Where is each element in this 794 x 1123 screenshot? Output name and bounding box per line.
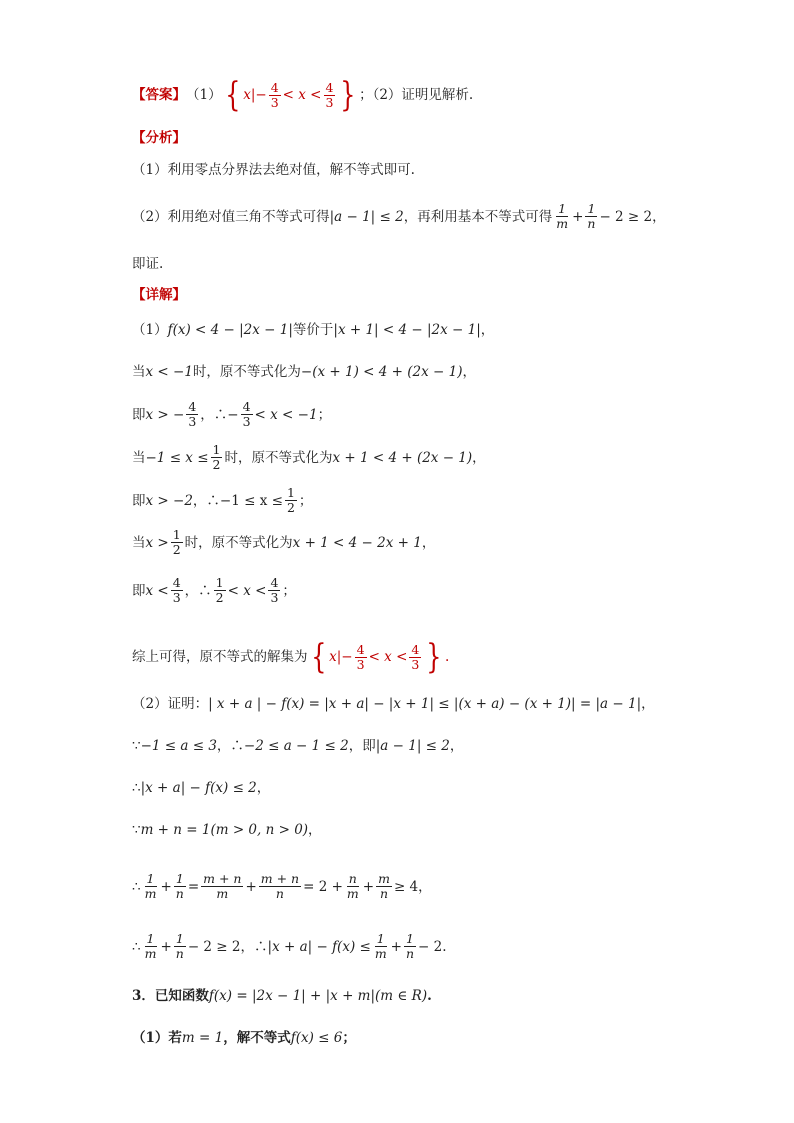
brace-open: { [310, 637, 326, 677]
frac-num: 4 [172, 575, 181, 590]
frac-den: n [175, 886, 184, 901]
math: f(x) = |2x − 1| + |x + m|(m ∈ R) [208, 988, 428, 1004]
math: x + 1 < 4 + (2x − 1) [332, 449, 473, 466]
math: |a − 1| ≤ 2 [375, 738, 450, 754]
text: （2）利用绝对值三角不等式可得 [132, 208, 330, 225]
frac-den: 3 [188, 414, 197, 429]
text: ，∴−1 ≤ x ≤ [192, 492, 283, 509]
frac-den: 3 [411, 656, 420, 672]
detail-p6 [132, 872, 432, 901]
text: 等价于 [292, 322, 334, 338]
text: 当 [132, 534, 146, 551]
op: = 2 + [303, 878, 343, 895]
op: + [572, 208, 584, 225]
text: ，∴ [216, 738, 244, 754]
frac-den: 2 [172, 542, 181, 557]
frac-num: m [378, 871, 390, 886]
detail-label: 【详解】 [132, 287, 186, 303]
frac-den: m [374, 946, 387, 961]
math: f(x) ≤ 6 [290, 1030, 343, 1046]
frac-den: n [175, 946, 184, 961]
frac-num: 1 [172, 527, 181, 542]
detail-p2 [132, 694, 655, 714]
frac-num: 1 [286, 485, 295, 500]
punct: ， [449, 738, 464, 754]
text: ∵ [132, 822, 141, 838]
text: 即 [132, 582, 146, 599]
text: 即 [132, 492, 146, 509]
frac-den: 3 [172, 590, 181, 605]
text: 时，原不等式化为 [192, 364, 301, 380]
frac-den: 3 [356, 656, 365, 672]
frac-num: 1 [146, 931, 155, 946]
punct: ， [472, 449, 486, 466]
frac-den: 2 [286, 500, 295, 515]
math: x > − [145, 406, 185, 423]
frac-num: 1 [212, 442, 221, 457]
detail-l3 [132, 400, 331, 429]
op: = [187, 878, 200, 895]
set-ineq: < x < [368, 649, 408, 665]
text: ∵ [132, 738, 141, 754]
text: 当 [132, 449, 146, 466]
frac-den: 3 [325, 94, 334, 110]
frac-den: 2 [215, 590, 224, 605]
analysis-line3 [132, 254, 163, 274]
punct: ， [652, 208, 666, 225]
analysis-text: （1）利用零点分界法去绝对值，解不等式即可. [132, 162, 415, 178]
text: 即 [132, 406, 146, 423]
punct: ， [256, 780, 271, 796]
detail-l4 [132, 443, 486, 472]
frac-den: n [379, 886, 389, 901]
frac-den: 3 [242, 414, 251, 429]
brace-close: } [426, 637, 442, 677]
text: （1） [132, 322, 168, 338]
math: m = 1 [181, 1030, 224, 1046]
math: −1 ≤ a ≤ 3 [140, 738, 217, 754]
frac-den: 3 [270, 94, 279, 110]
answer-set [222, 75, 360, 115]
set-var: x|− [329, 649, 353, 665]
frac-den: 2 [212, 457, 221, 472]
detail-l5 [132, 486, 312, 515]
math: m + n = 1(m > 0, n > 0) [140, 822, 309, 838]
detail-p4 [132, 778, 270, 798]
punct: . [442, 938, 447, 955]
punct: ， [641, 696, 655, 712]
punct: . [445, 649, 450, 665]
frac-den: m [144, 886, 157, 901]
math: x < [145, 582, 169, 599]
punct: ； [317, 406, 332, 423]
punct: . [427, 988, 432, 1004]
frac-den: m [346, 886, 359, 901]
text: ，∴ [184, 582, 212, 599]
frac-num: 4 [242, 399, 251, 414]
frac-num: 1 [175, 871, 184, 886]
text: ，∴− [200, 406, 239, 423]
math: x > [145, 534, 169, 551]
solution-set [308, 637, 446, 677]
detail-l2 [132, 362, 476, 382]
text: 时，原不等式化为 [184, 534, 293, 551]
detail-l1 [132, 320, 494, 340]
math: |x + 1| < 4 − |2x − 1| [333, 322, 481, 338]
math: −2 ≤ a − 1 ≤ 2 [243, 738, 349, 754]
set-var: x|− [243, 87, 267, 103]
detail-l7 [132, 576, 296, 605]
frac-den: m [216, 886, 229, 901]
punct: ； [282, 582, 296, 599]
math: x + 1 < 4 − 2x + 1 [292, 534, 422, 551]
frac-num: m + n [260, 871, 300, 886]
frac-num: 1 [587, 201, 596, 216]
text: ∴ [132, 878, 141, 895]
frac-num: 1 [558, 201, 567, 216]
math: |x + a| − f(x) ≤ [267, 938, 371, 955]
text: ，∴ [240, 938, 268, 955]
frac-num: 4 [270, 79, 279, 95]
op: + [362, 878, 375, 895]
frac-num: 1 [215, 575, 224, 590]
math: f(x) < 4 − |2x − 1| [167, 322, 293, 338]
op: + [390, 938, 402, 955]
math: x < −1 [145, 364, 193, 380]
punct: ； [342, 1030, 356, 1046]
detail-l8 [132, 637, 450, 677]
punct: ， [421, 534, 436, 551]
frac-den: m [556, 216, 569, 231]
text: 综上可得，原不等式的解集为 [132, 649, 308, 665]
math: − 2 [418, 938, 443, 955]
brace-close: } [340, 75, 356, 115]
text: ，解不等式 [223, 1030, 291, 1046]
detail-p3 [132, 736, 463, 756]
text: ，即 [348, 738, 376, 754]
text: （1）若 [132, 1030, 182, 1046]
op: + [245, 878, 257, 895]
frac-num: 1 [175, 931, 184, 946]
punct: ； [298, 492, 313, 509]
math: − 2 ≥ 2 [187, 938, 241, 955]
frac-den: n [405, 946, 415, 961]
punct: ， [462, 364, 476, 380]
text: ，再利用基本不等式可得 [403, 208, 553, 225]
punct: ， [418, 878, 432, 895]
op: + [160, 878, 172, 895]
text: 时，原不等式化为 [224, 449, 333, 466]
text: 3．已知函数 [132, 988, 209, 1004]
math: < x < [227, 582, 267, 599]
detail-p7 [132, 932, 447, 961]
analysis-heading [132, 128, 186, 148]
brace-open: { [224, 75, 240, 115]
detail-p5 [132, 820, 322, 840]
math: | x + a | − f(x) = |x + a| − |x + 1| ≤ |(x + a) − (x + 1)| = |a − 1| [208, 696, 642, 712]
math: |a − 1| ≤ 2 [329, 208, 404, 225]
frac-den: m [144, 946, 157, 961]
text: 当 [132, 364, 146, 380]
math: x > −2 [145, 492, 193, 509]
answer-label: 【答案】 [132, 87, 186, 103]
frac-den: n [587, 216, 596, 231]
analysis-label: 【分析】 [132, 130, 186, 146]
frac-den: 3 [270, 590, 279, 605]
analysis-line1 [132, 160, 415, 180]
frac-num: 4 [188, 399, 197, 414]
detail-heading [132, 285, 186, 305]
frac-num: 1 [376, 931, 385, 946]
text: （2）证明： [132, 696, 209, 712]
math: < x < −1 [254, 406, 318, 423]
math: |x + a| − f(x) ≤ 2 [140, 780, 257, 796]
math: −1 ≤ x ≤ [145, 449, 209, 466]
op: + [160, 938, 172, 955]
text: ∴ [132, 780, 141, 796]
answer-part2: ；（2）证明见解析. [359, 87, 474, 103]
frac-num: 4 [270, 575, 279, 590]
text: 即证. [132, 256, 164, 272]
analysis-line2 [132, 202, 666, 231]
math: − 2 ≥ 2 [599, 208, 653, 225]
answer-part1-prefix: （1） [186, 87, 222, 103]
frac-num: m + n [203, 871, 242, 886]
punct: ， [480, 322, 495, 338]
frac-num: 1 [406, 931, 414, 946]
detail-l6 [132, 528, 435, 557]
question3-title [132, 986, 432, 1006]
punct: ， [308, 822, 322, 838]
answer-line [132, 75, 474, 115]
frac-num: n [348, 871, 357, 886]
frac-num: 4 [411, 641, 420, 657]
math: −(x + 1) < 4 + (2x − 1) [300, 364, 463, 380]
frac-num: 4 [356, 641, 365, 657]
text: ∴ [132, 938, 141, 955]
frac-num: 1 [146, 871, 155, 886]
question3-sub1 [132, 1028, 356, 1048]
set-ineq: < x < [282, 87, 322, 103]
op: ≥ 4 [393, 878, 419, 895]
frac-num: 4 [325, 79, 334, 95]
frac-den: n [275, 886, 284, 901]
